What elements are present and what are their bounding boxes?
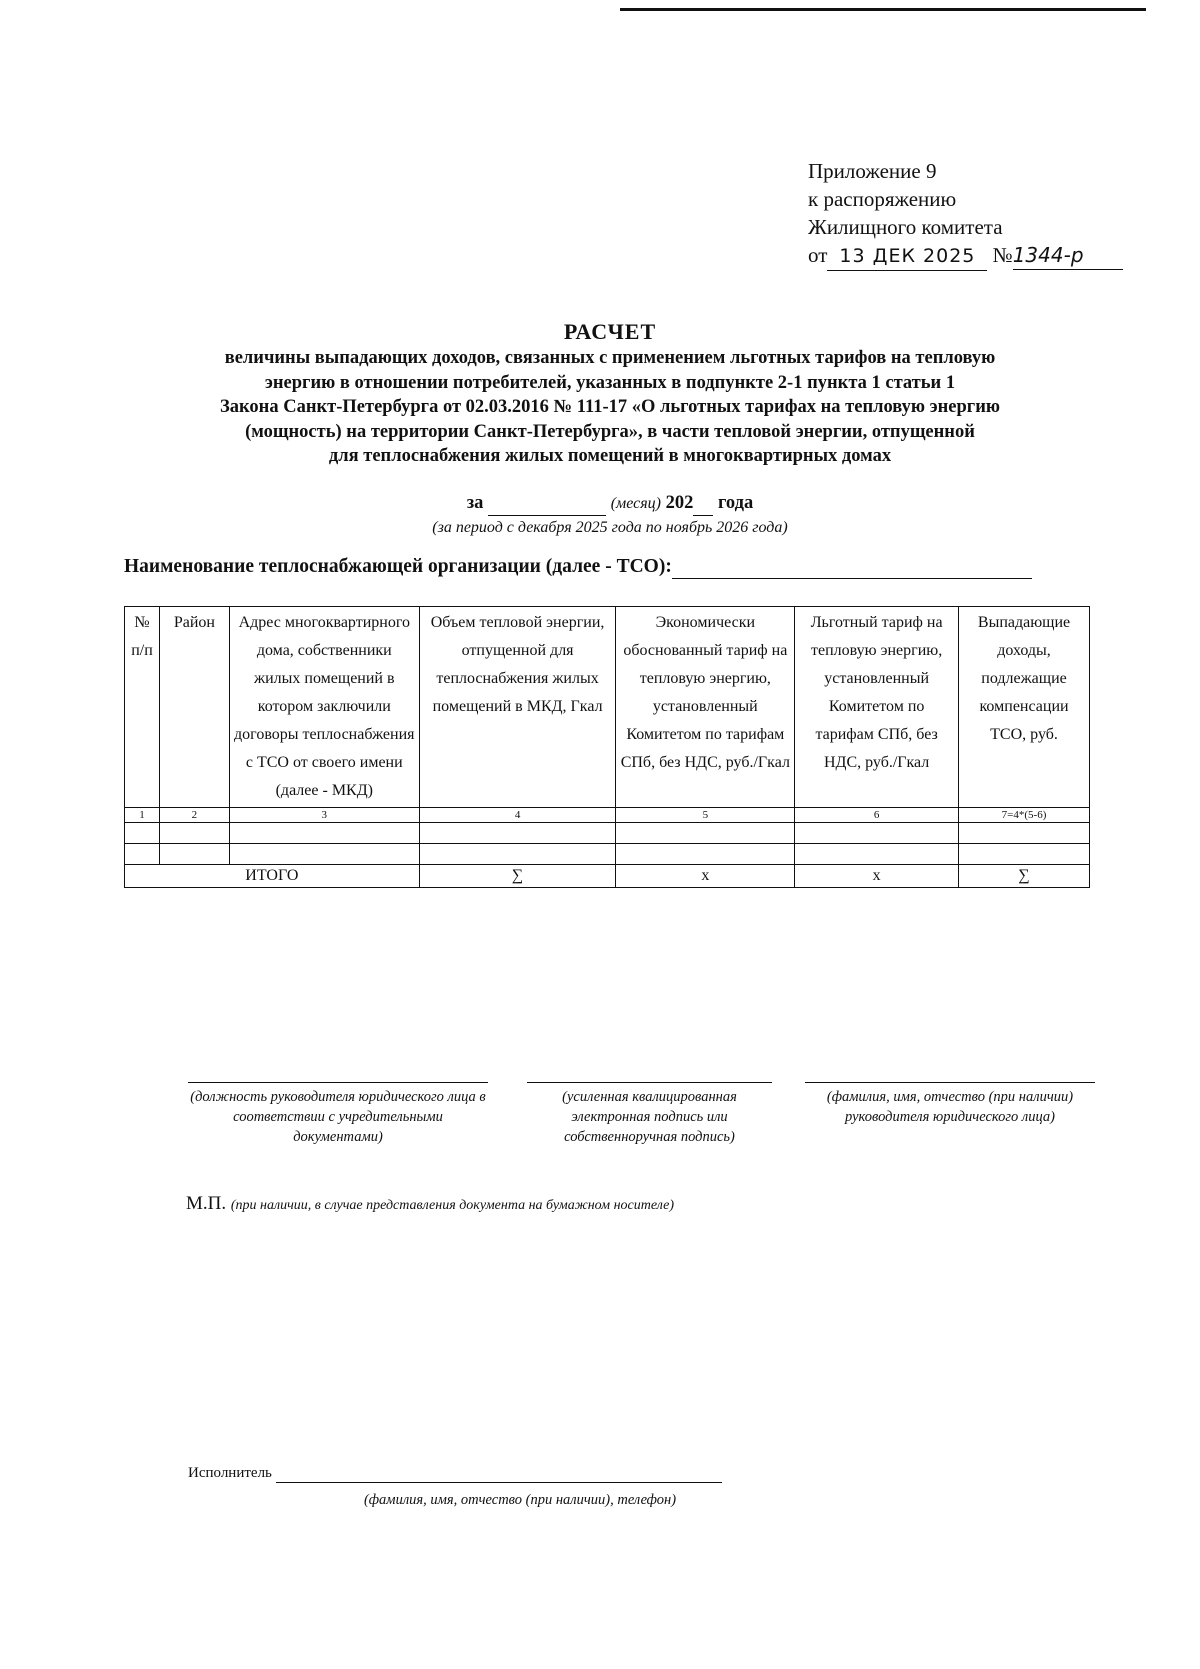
header-cell: Объем тепловой энергии, отпущенной для теплоснабжения жилых помещений в МКД, Гкал: [419, 607, 616, 808]
title-line-1: величины выпадающих доходов, связанных с применением льготных тарифов на тепловую: [224, 348, 996, 368]
header-cell: Экономически обоснованный тариф на тепловую энергию, установленный Комитетом по тарифам СПб, без НДС, руб./Гкал: [616, 607, 795, 808]
document-title: [120, 318, 1100, 469]
title-line-4: (мощность) на территории Санкт-Петербурга», в части тепловой энергии, отпущенной: [245, 421, 975, 442]
stamp-line: [186, 1193, 674, 1215]
total-col7: ∑: [959, 865, 1090, 888]
tso-field: [672, 556, 1032, 579]
table-cell: [959, 844, 1090, 865]
tso-label: Наименование теплоснабжающей организации (далее - ТСО):: [124, 556, 672, 577]
table-cell: [125, 823, 160, 844]
executor-label: Исполнитель: [188, 1465, 272, 1481]
total-row: [125, 865, 1090, 888]
signature-sign-caption: (усиленная квалицированная электронная подпись или собственноручная подпись): [562, 1089, 737, 1145]
table-cell: [159, 823, 229, 844]
number-value: 1344-р: [1012, 243, 1084, 267]
signature-position-block: [188, 1082, 488, 1147]
period-note: (за период с декабря 2025 года по ноябрь 2026 года): [432, 519, 788, 536]
appendix-line-1: Приложение 9: [808, 159, 937, 183]
title-line-2: энергию в отношении потребителей, указанных в подпункте 2-1 пункта 1 статьи 1: [264, 372, 956, 393]
column-number: 7=4*(5-6): [959, 808, 1090, 823]
top-border-line: [620, 8, 1146, 11]
table-row: [125, 823, 1090, 844]
executor-field: [276, 1465, 722, 1483]
date-value: 13 ДЕК 2025: [839, 245, 976, 267]
header-cell: Район: [159, 607, 229, 808]
column-number: 4: [419, 808, 616, 823]
total-col4: ∑: [419, 865, 616, 888]
table-cell: [419, 823, 616, 844]
period-year-prefix: 202: [665, 493, 694, 513]
period-month-field: [488, 491, 606, 516]
total-label: ИТОГО: [125, 865, 420, 888]
appendix-date-line: [808, 241, 1123, 271]
column-number: 2: [159, 808, 229, 823]
period-year-field: [693, 491, 713, 516]
column-number: 5: [616, 808, 795, 823]
table-cell: [229, 844, 419, 865]
number-prefix: №: [992, 243, 1013, 267]
stamp-label: М.П.: [186, 1193, 227, 1214]
header-cell: № п/п: [125, 607, 160, 808]
total-col6: x: [795, 865, 959, 888]
executor-line: [188, 1465, 722, 1483]
period-year-suffix: года: [717, 493, 754, 513]
table-cell: [229, 823, 419, 844]
table-cell: [616, 823, 795, 844]
signature-position-caption: (должность руководителя юридического лица в соответствии с учредительными документами): [190, 1089, 486, 1145]
stamp-note: (при наличии, в случае представления документа на бумажном носителе): [230, 1198, 675, 1213]
table-cell: [795, 844, 959, 865]
header-cell: Льготный тариф на тепловую энергию, установленный Комитетом по тарифам СПб, без НДС, руб./Гкал: [795, 607, 959, 808]
header-cell: Адрес многоквартирного дома, собственники жилых помещений в котором заключили договоры теплоснабжения с ТСО от своего имени (далее - МКД): [229, 607, 419, 808]
period-prefix: за: [466, 493, 484, 513]
total-col5: x: [616, 865, 795, 888]
title-line-3: Закона Санкт-Петербурга от 02.03.2016 № 111-17 «О льготных тарифах на тепловую энергию: [220, 397, 1000, 417]
number-field: [1013, 241, 1123, 270]
appendix-line-3: Жилищного комитета: [808, 215, 1003, 239]
table-cell: [419, 844, 616, 865]
table-cell: [616, 844, 795, 865]
signature-name-block: [805, 1082, 1095, 1127]
tso-line: [124, 556, 1032, 579]
title-line-5: для теплоснабжения жилых помещений в многоквартирных домах: [328, 446, 892, 466]
table-cell: [159, 844, 229, 865]
date-prefix: от: [808, 243, 828, 267]
header-cell: Выпадающие доходы, подлежащие компенсации ТСО, руб.: [959, 607, 1090, 808]
period-line: [120, 491, 1100, 516]
table-row: [125, 844, 1090, 865]
calculation-table: [124, 606, 1090, 888]
appendix-block: [808, 157, 1123, 271]
column-number: 3: [229, 808, 419, 823]
column-number: 1: [125, 808, 160, 823]
appendix-line-2: к распоряжению: [808, 187, 957, 211]
executor-caption: (фамилия, имя, отчество (при наличии), телефон): [363, 1492, 677, 1508]
table-header-row: [125, 607, 1090, 808]
table-cell: [959, 823, 1090, 844]
table-cell: [795, 823, 959, 844]
signature-sign-block: [527, 1082, 772, 1147]
table-cell: [125, 844, 160, 865]
period-block: [120, 491, 1100, 540]
column-number-row: [125, 808, 1090, 823]
title-heading: РАСЧЕТ: [563, 319, 657, 344]
date-field: [827, 241, 987, 271]
period-month-hint: (месяц): [610, 495, 661, 512]
column-number: 6: [795, 808, 959, 823]
signature-name-caption: (фамилия, имя, отчество (при наличии) руководителя юридического лица): [826, 1089, 1074, 1125]
